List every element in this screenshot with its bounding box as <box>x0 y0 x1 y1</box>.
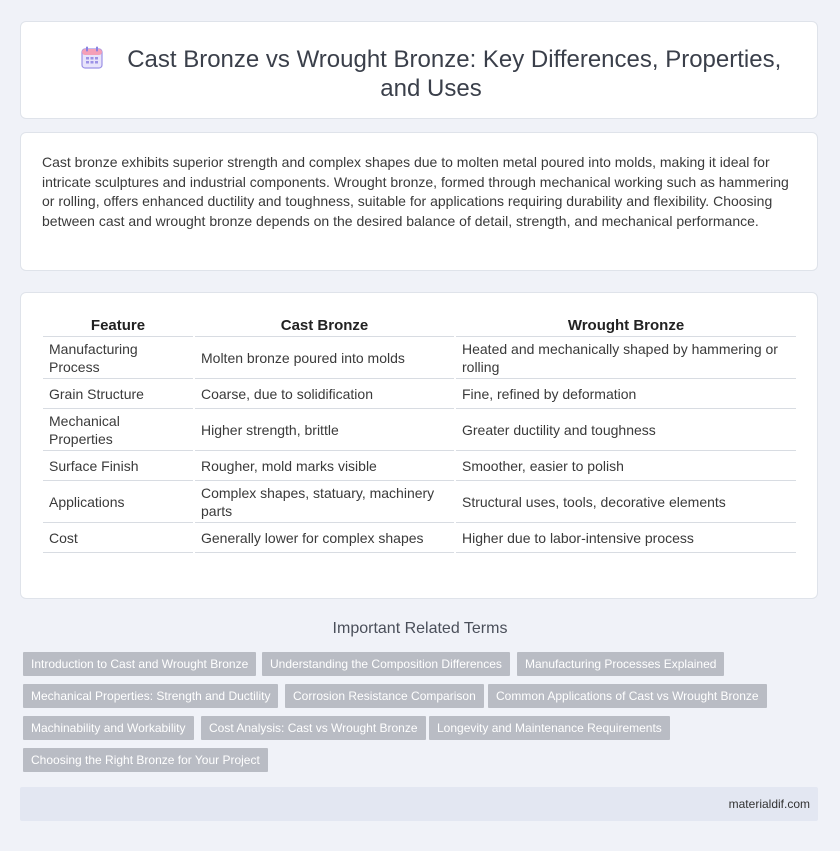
related-term-tag[interactable]: Cost Analysis: Cast vs Wrought Bronze <box>201 716 426 740</box>
table-cell: Manufacturing Process <box>43 337 193 379</box>
column-header-feature: Feature <box>43 315 193 337</box>
table-cell: Generally lower for complex shapes <box>195 523 454 553</box>
column-header-cast-bronze: Cast Bronze <box>195 315 454 337</box>
footer <box>20 787 818 821</box>
related-term-tag[interactable]: Introduction to Cast and Wrought Bronze <box>23 652 256 676</box>
table-cell: Fine, refined by deformation <box>456 379 796 409</box>
table-cell: Coarse, due to solidification <box>195 379 454 409</box>
table-cell: Complex shapes, statuary, machinery parts <box>195 481 454 523</box>
table-cell: Applications <box>43 481 193 523</box>
table-cell: Greater ductility and toughness <box>456 409 796 451</box>
related-term-tag[interactable]: Manufacturing Processes Explained <box>517 652 724 676</box>
related-term-tag[interactable]: Corrosion Resistance Comparison <box>285 684 484 708</box>
related-term-tag[interactable]: Mechanical Properties: Strength and Ductility <box>23 684 278 708</box>
table-row <box>43 337 796 379</box>
table-cell: Smoother, easier to polish <box>456 451 796 481</box>
table-cell: Rougher, mold marks visible <box>195 451 454 481</box>
related-term-tag[interactable]: Longevity and Maintenance Requirements <box>429 716 670 740</box>
title-wrap <box>61 45 801 103</box>
related-term-tag[interactable]: Choosing the Right Bronze for Your Project <box>23 748 268 772</box>
related-term-tag[interactable]: Understanding the Composition Differences <box>262 652 510 676</box>
table-cell: Surface Finish <box>43 451 193 481</box>
page-title: Cast Bronze vs Wrought Bronze: Key Differences, Properties, and Uses <box>127 46 782 102</box>
related-term-tag[interactable]: Common Applications of Cast vs Wrought Bronze <box>488 684 767 708</box>
table-row <box>43 409 796 451</box>
table-cell: Molten bronze poured into molds <box>195 337 454 379</box>
comparison-table <box>41 315 798 553</box>
footer-site-link[interactable]: materialdif.com <box>728 797 810 811</box>
table-row <box>43 523 796 553</box>
intro-paragraph: Cast bronze exhibits superior strength and complex shapes due to molten metal poured into molds, making it ideal for intricate sculptures and industrial components. Wrought bronze, formed through mechanical working such as hammering or rolling, offers enhanced ductility and toughness, suitable for applications requiring durability and flexibility. Choosing between cast and wrought bronze depends on the desired balance of detail, strength, and mechanical performance. <box>42 154 789 229</box>
table-row <box>43 451 796 481</box>
table-cell: Structural uses, tools, decorative elements <box>456 481 796 523</box>
table-cell: Grain Structure <box>43 379 193 409</box>
column-header-wrought-bronze: Wrought Bronze <box>456 315 796 337</box>
table-cell: Cost <box>43 523 193 553</box>
related-terms-heading: Important Related Terms <box>332 620 508 637</box>
comparison-table-card <box>20 292 818 599</box>
table-row <box>43 379 796 409</box>
table-header-row <box>43 315 796 337</box>
table-cell: Mechanical Properties <box>43 409 193 451</box>
related-term-tag[interactable]: Machinability and Workability <box>23 716 194 740</box>
table-cell: Higher due to labor-intensive process <box>456 523 796 553</box>
intro-card <box>20 132 818 271</box>
table-cell: Heated and mechanically shaped by hammering or rolling <box>456 337 796 379</box>
table-cell: Higher strength, brittle <box>195 409 454 451</box>
calendar-icon <box>81 46 103 70</box>
table-row <box>43 481 796 523</box>
header-card <box>20 21 818 119</box>
